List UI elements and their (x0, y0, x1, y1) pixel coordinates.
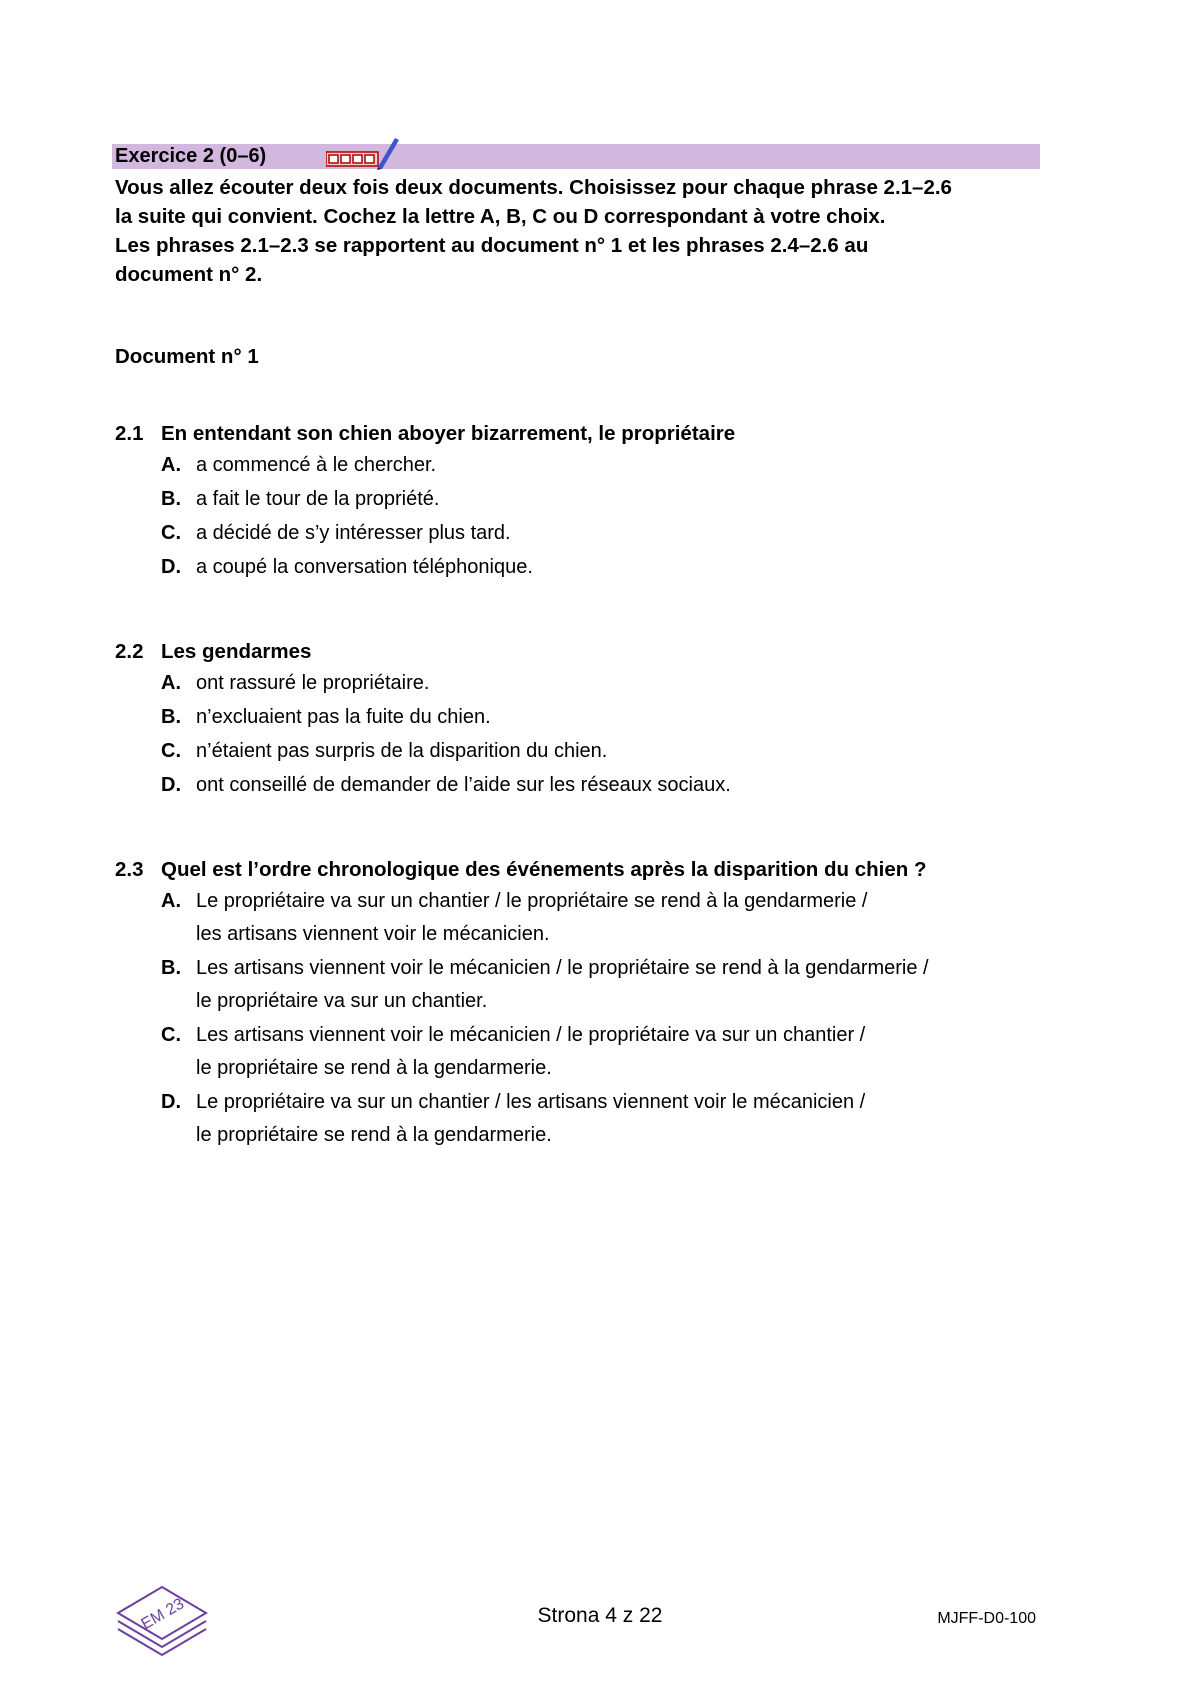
option-letter: A. (161, 890, 181, 912)
listening-writing-icon (326, 134, 402, 170)
answer-option-a[interactable] (115, 885, 1055, 951)
option-letter: D. (161, 556, 181, 578)
option-text: Les artisans viennent voir le mécanicien / le propriétaire se rend à la gendarmerie / (196, 957, 929, 979)
answer-option-c[interactable] (115, 517, 1055, 550)
option-letter: B. (161, 706, 181, 728)
question-text: Les gendarmes (161, 640, 312, 663)
option-text: a commencé à le chercher. (196, 454, 437, 476)
instruction-line: Les phrases 2.1–2.3 se rapportent au document n° 1 et les phrases 2.4–2.6 au (115, 234, 869, 257)
instruction-line: la suite qui convient. Cochez la lettre A, B, C ou D correspondant à votre choix. (115, 205, 886, 228)
option-text: ont conseillé de demander de l’aide sur les réseaux sociaux. (196, 774, 731, 796)
option-letter: D. (161, 1091, 181, 1113)
question-number: 2.2 (115, 640, 144, 663)
option-letter: B. (161, 488, 181, 510)
option-text: le propriétaire se rend à la gendarmerie. (196, 1124, 552, 1146)
answer-option-a[interactable] (115, 667, 1055, 700)
question-number: 2.3 (115, 858, 144, 881)
answer-option-d[interactable] (115, 551, 1055, 584)
option-text: le propriétaire va sur un chantier. (196, 990, 488, 1012)
page-number: Strona 4 z 22 (537, 1604, 663, 1627)
answer-option-c[interactable] (115, 735, 1055, 768)
option-letter: D. (161, 774, 181, 796)
question-2-3 (115, 855, 1055, 1152)
answer-option-b[interactable] (115, 701, 1055, 734)
option-letter: A. (161, 454, 181, 476)
instruction-line: Vous allez écouter deux fois deux documents. Choisissez pour chaque phrase 2.1–2.6 (115, 176, 952, 199)
option-text: Les artisans viennent voir le mécanicien / le propriétaire va sur un chantier / (196, 1024, 866, 1046)
answer-option-d[interactable] (115, 769, 1055, 802)
question-2-1 (115, 419, 1055, 584)
question-2-2 (115, 637, 1055, 802)
exercise-instructions (115, 173, 1045, 289)
option-letter: C. (161, 1024, 181, 1046)
option-letter: A. (161, 672, 181, 694)
question-heading (115, 419, 1055, 448)
option-text: a coupé la conversation téléphonique. (196, 556, 533, 578)
document-label: Document n° 1 (115, 345, 259, 368)
exercise-title: Exercice 2 (0–6) (115, 145, 267, 167)
instruction-line: document n° 2. (115, 263, 263, 286)
option-text: ont rassuré le propriétaire. (196, 672, 430, 694)
option-text: n’excluaient pas la fuite du chien. (196, 706, 491, 728)
option-text: n’étaient pas surpris de la disparition du chien. (196, 740, 608, 762)
option-text: a fait le tour de la propriété. (196, 488, 440, 510)
option-letter: B. (161, 957, 181, 979)
answer-option-c[interactable] (115, 1019, 1055, 1085)
option-text: a décidé de s’y intéresser plus tard. (196, 522, 511, 544)
question-heading (115, 637, 1055, 666)
answer-option-d[interactable] (115, 1086, 1055, 1152)
answer-option-b[interactable] (115, 483, 1055, 516)
option-letter: C. (161, 740, 181, 762)
option-letter: C. (161, 522, 181, 544)
logo-text: EM 23 (138, 1595, 188, 1634)
option-text: Le propriétaire va sur un chantier / les artisans viennent voir le mécanicien / (196, 1091, 866, 1113)
answer-option-a[interactable] (115, 449, 1055, 482)
answer-option-b[interactable] (115, 952, 1055, 1018)
option-text: le propriétaire se rend à la gendarmerie. (196, 1057, 552, 1079)
question-text: Quel est l’ordre chronologique des événements après la disparition du chien ? (161, 858, 927, 881)
option-text: Le propriétaire va sur un chantier / le propriétaire se rend à la gendarmerie / (196, 890, 868, 912)
question-text: En entendant son chien aboyer bizarrement, le propriétaire (161, 422, 736, 445)
document-code: MJFF-D0-100 (937, 1610, 1036, 1627)
question-number: 2.1 (115, 422, 144, 445)
question-heading (115, 855, 1055, 884)
option-text: les artisans viennent voir le mécanicien. (196, 923, 550, 945)
